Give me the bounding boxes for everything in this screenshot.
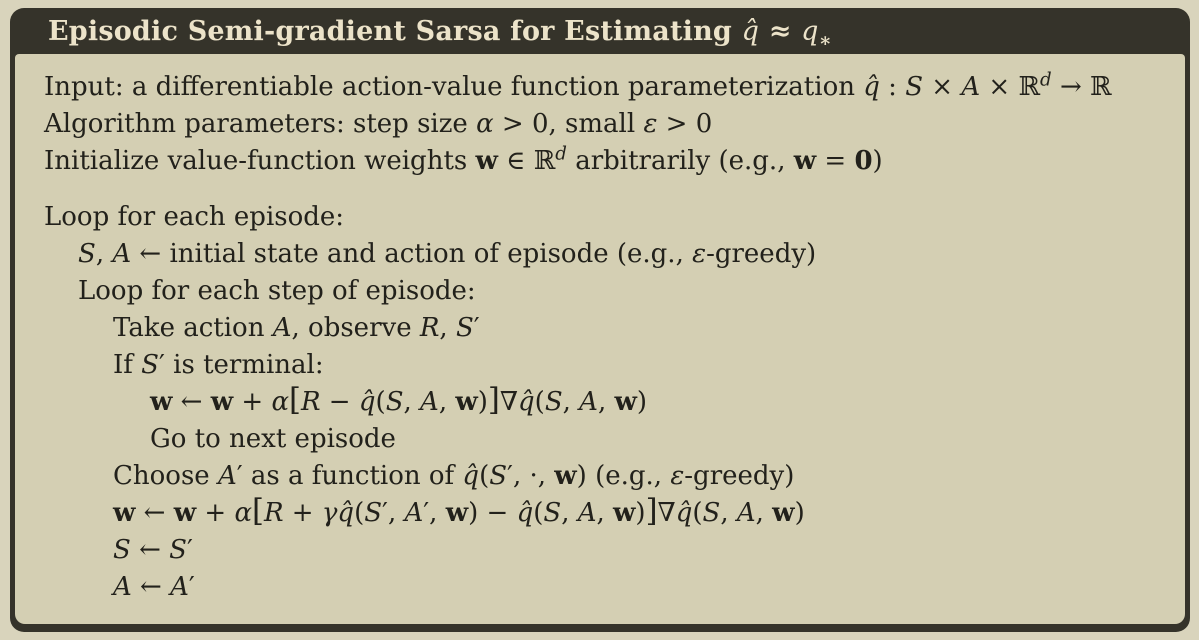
text-segment: d	[555, 143, 567, 165]
text-segment: ′	[188, 572, 195, 602]
text-segment: A	[961, 72, 981, 102]
text-segment: )	[477, 387, 488, 417]
algorithm-line	[44, 106, 1161, 143]
text-segment: S	[364, 498, 383, 528]
algorithm-line	[44, 347, 1161, 384]
text-segment: q̂	[863, 72, 880, 102]
text-segment: q	[801, 15, 819, 47]
text-segment: A	[404, 498, 424, 528]
text-segment: ]	[487, 383, 500, 418]
text-segment: ←	[172, 387, 211, 417]
text-segment: S	[544, 387, 563, 417]
text-segment: ℝ	[1018, 72, 1041, 102]
text-segment: q̂	[337, 498, 355, 528]
text-segment: ,	[95, 239, 113, 269]
text-segment: w	[613, 498, 636, 528]
text-segment: )	[635, 498, 646, 528]
text-segment: α	[271, 387, 289, 417]
algorithm-line	[44, 69, 1161, 106]
text-segment: w	[445, 498, 469, 528]
text-segment: S	[169, 535, 187, 565]
text-segment: q̂	[516, 498, 534, 528]
text-segment: ℝ	[1090, 72, 1112, 102]
algorithm-line	[44, 199, 1161, 236]
text-segment: A	[577, 498, 597, 528]
text-segment: w	[113, 498, 136, 528]
text-segment: S	[113, 535, 131, 565]
text-segment: ∈	[497, 146, 534, 176]
text-segment: ε	[670, 461, 685, 491]
text-segment: S	[702, 498, 721, 528]
text-segment: A	[170, 572, 189, 602]
text-segment: ,	[561, 498, 578, 528]
text-segment: q̂	[518, 387, 535, 417]
text-segment: , observe	[291, 313, 420, 343]
text-segment: w	[475, 146, 498, 176]
text-segment: Input: a differentiable action-value function parameterization	[44, 72, 864, 102]
text-segment: S	[543, 498, 562, 528]
text-segment: w	[455, 387, 478, 417]
text-segment: ′ is terminal:	[158, 350, 324, 380]
text-segment: Initialize value-function weights	[44, 146, 476, 176]
text-segment: ≈	[759, 15, 802, 47]
text-segment: -greedy)	[706, 239, 817, 269]
text-segment: :	[879, 72, 906, 102]
text-segment: ε	[643, 109, 658, 139]
text-segment: A	[579, 387, 598, 417]
text-segment: [	[289, 383, 301, 418]
text-segment: q̂	[462, 461, 480, 491]
text-segment: -greedy)	[684, 461, 795, 491]
text-segment: S	[455, 313, 474, 343]
text-segment: ←	[131, 572, 171, 602]
text-segment: (	[375, 387, 386, 417]
text-segment: w	[614, 387, 637, 417]
text-segment: w	[554, 461, 577, 491]
algorithm-line	[44, 421, 1161, 458]
text-segment: α	[234, 498, 252, 528]
text-segment: ,	[562, 387, 580, 417]
text-segment: ′, ·,	[507, 461, 555, 491]
text-segment: Loop for each episode:	[44, 202, 345, 232]
text-segment: S	[78, 239, 96, 269]
algorithm-title	[48, 15, 832, 51]
text-segment: α	[476, 109, 494, 139]
algorithm-line	[44, 236, 1161, 273]
text-segment: ,	[596, 498, 614, 528]
text-segment: > 0, small	[493, 109, 644, 139]
algorithm-header	[10, 8, 1190, 54]
text-segment: > 0	[657, 109, 713, 139]
text-segment: w	[150, 387, 173, 417]
algorithm-line	[44, 143, 1161, 180]
text-segment: (	[692, 498, 703, 528]
text-segment: +	[196, 498, 235, 528]
text-segment: ,	[438, 387, 456, 417]
text-segment: Choose	[113, 461, 218, 491]
algorithm-box	[10, 8, 1190, 632]
text-segment: γ	[321, 498, 338, 528]
text-segment: w	[793, 146, 817, 176]
text-segment: ′	[186, 535, 193, 565]
text-segment: [	[252, 494, 264, 529]
algorithm-body	[15, 54, 1185, 624]
text-segment: ← initial state and action of episode (e.g.,	[131, 239, 693, 269]
text-segment: +	[283, 498, 322, 528]
text-segment: ′,	[423, 498, 446, 528]
text-segment: R	[419, 313, 440, 343]
algorithm-line	[44, 458, 1161, 495]
text-segment: A	[736, 498, 756, 528]
text-segment: )	[636, 387, 648, 417]
text-segment: Take action	[113, 313, 273, 343]
algorithm-line	[44, 495, 1161, 532]
text-segment: Episodic Semi-gradient Sarsa for Estimating	[48, 15, 742, 47]
text-segment: (	[354, 498, 365, 528]
text-segment: R	[263, 498, 284, 528]
algorithm-line	[44, 384, 1161, 421]
text-segment: ∗	[818, 28, 832, 51]
algorithm-line	[44, 532, 1161, 569]
text-segment: ×	[923, 72, 962, 102]
text-segment: ,	[597, 387, 615, 417]
text-segment: ,	[720, 498, 737, 528]
text-segment: q̂	[358, 387, 376, 417]
text-segment: ←	[130, 535, 170, 565]
text-segment: S	[905, 72, 923, 102]
text-segment: arbitrarily (e.g.,	[566, 146, 794, 176]
text-segment: ,	[755, 498, 773, 528]
text-segment: ∇	[657, 498, 676, 528]
text-segment: ℝ	[533, 146, 556, 176]
text-segment: S	[489, 461, 508, 491]
text-segment: 0	[854, 146, 873, 176]
text-segment: A	[217, 461, 237, 491]
text-segment: A	[272, 313, 292, 343]
text-segment: →	[1051, 72, 1091, 102]
text-segment: ′ as a function of	[236, 461, 463, 491]
text-segment: w	[173, 498, 197, 528]
text-segment: Loop for each step of episode:	[78, 276, 476, 306]
text-segment: q̂	[741, 15, 760, 47]
algorithm-line	[44, 273, 1161, 310]
text-segment: w	[772, 498, 795, 528]
text-segment: w	[210, 387, 234, 417]
text-segment: Algorithm parameters: step size	[44, 109, 477, 139]
text-segment: ′	[473, 313, 480, 343]
text-segment: )	[794, 498, 805, 528]
text-segment: ε	[692, 239, 707, 269]
text-segment: q̂	[675, 498, 693, 528]
text-segment: A	[113, 572, 132, 602]
text-segment: ′,	[382, 498, 405, 528]
text-segment: (	[533, 498, 544, 528]
text-segment: ×	[980, 72, 1019, 102]
text-segment: S	[141, 350, 159, 380]
text-segment: ]	[645, 494, 658, 529]
algorithm-line	[44, 310, 1161, 347]
text-segment: d	[1040, 69, 1052, 91]
text-segment: S	[385, 387, 404, 417]
text-segment: A	[420, 387, 439, 417]
algorithm-line	[44, 569, 1161, 606]
text-segment: R	[300, 387, 321, 417]
text-segment: )	[872, 146, 883, 176]
text-segment: −	[320, 387, 359, 417]
text-segment: =	[816, 146, 855, 176]
text-segment: ∇	[499, 387, 519, 417]
text-segment: ,	[403, 387, 421, 417]
text-segment: ) −	[468, 498, 517, 528]
text-segment: ,	[439, 313, 456, 343]
text-segment: (	[479, 461, 490, 491]
text-segment: A	[112, 239, 132, 269]
text-segment: +	[233, 387, 272, 417]
text-segment: (	[534, 387, 545, 417]
text-segment: If	[113, 350, 142, 380]
text-segment: Go to next episode	[150, 424, 396, 454]
text-segment: ←	[135, 498, 174, 528]
text-segment: ) (e.g.,	[576, 461, 671, 491]
